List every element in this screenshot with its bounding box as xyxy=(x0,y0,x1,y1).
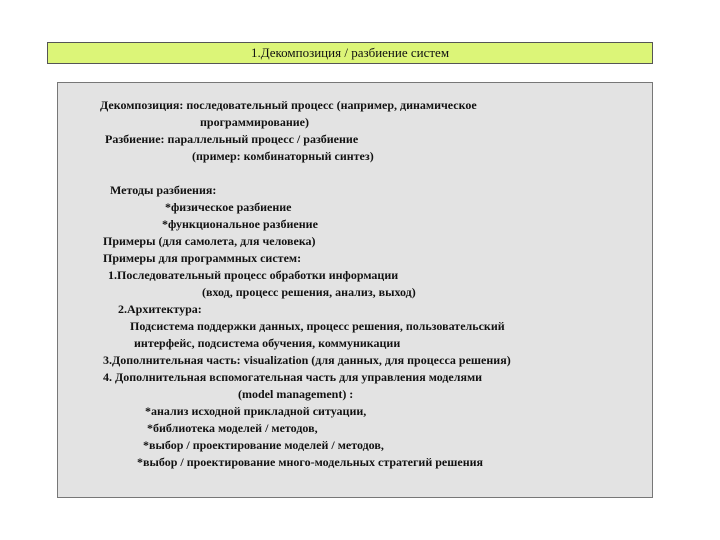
text-line: *выбор / проектирование много-модельных стратегий решения xyxy=(137,455,484,469)
text-line: *выбор / проектирование моделей / методов, xyxy=(143,438,384,452)
text-line: *функциональное разбиение xyxy=(162,217,318,231)
text-line: *физическое разбиение xyxy=(165,200,292,214)
text-line: (пример: комбинаторный синтез) xyxy=(192,149,374,163)
text-line: Декомпозиция: последовательный процесс (например, динамическое xyxy=(100,98,477,112)
text-line: Примеры (для самолета, для человека) xyxy=(103,234,316,248)
text-line: 4. Дополнительная вспомогательная часть для управления моделями xyxy=(103,370,483,384)
text-line: (model management) : xyxy=(238,387,354,401)
text-line: Методы разбиения: xyxy=(110,183,217,197)
text-line: Подсистема поддержки данных, процесс решения, пользовательский xyxy=(130,319,505,333)
text-line: Примеры для программных систем: xyxy=(103,251,302,265)
text-line: интерфейс, подсистема обучения, коммуникации xyxy=(134,336,401,350)
text-line: (вход, процесс решения, анализ, выход) xyxy=(202,285,416,299)
slide-title: 1.Декомпозиция / разбиение систем xyxy=(47,42,653,64)
text-line: 1.Последовательный процесс обработки информации xyxy=(108,268,399,282)
text-line: 3.Дополнительная часть: visualization (для данных, для процесса решения) xyxy=(103,353,511,367)
text-line: программирование) xyxy=(200,115,309,129)
text-line: *анализ исходной прикладной ситуации, xyxy=(145,404,367,418)
text-line: 2.Архитектура: xyxy=(118,302,202,316)
text-line: *библиотека моделей / методов, xyxy=(147,421,318,435)
text-line: Разбиение: параллельный процесс / разбиение xyxy=(105,132,359,146)
